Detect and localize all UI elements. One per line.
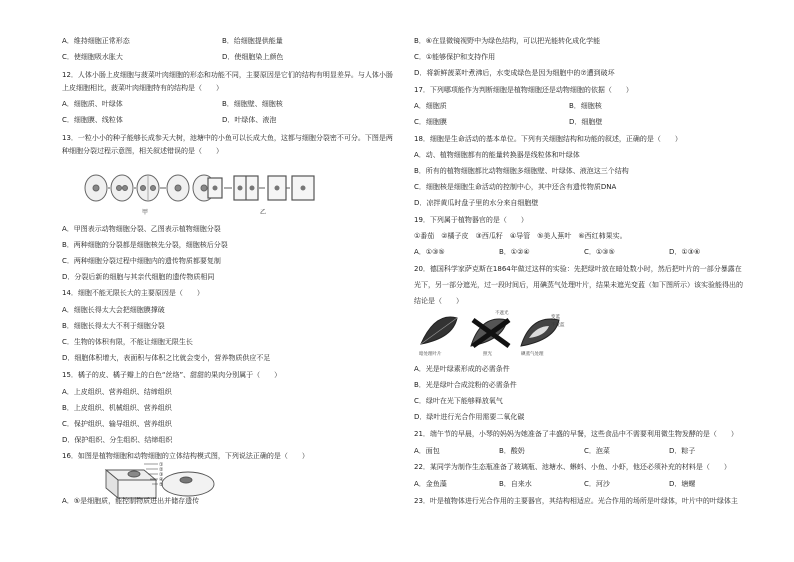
q20-text-line-3: 结论是（ ） bbox=[414, 297, 463, 305]
q15-option-b: B．上皮组织、机械组织、营养组织 bbox=[62, 404, 172, 412]
q15-option-c: C．保护组织、输导组织、营养组织 bbox=[62, 420, 172, 428]
q15-text: 15．橘子的皮、橘子瓣上的白色“丝络”、甜甜的果肉分别属于（ ） bbox=[62, 371, 282, 379]
q17-option-a: A．细胞质 bbox=[414, 102, 447, 110]
q20-option-c: C．绿叶在光下能够释放氧气 bbox=[414, 397, 503, 405]
q22-option-d: D．塘螺 bbox=[669, 480, 696, 488]
q19-option-a: A．①③⑤ bbox=[414, 248, 445, 256]
fig-label-unshaded: 不遮光 bbox=[495, 311, 509, 316]
q14-option-c: C．生物的体积有限，不能让细胞无限生长 bbox=[62, 338, 193, 346]
q22-text: 22．某同学为制作生态瓶准备了玻璃瓶、池塘水、蝌蚪、小鱼、小虾，他还必须补充的材料是（ ） bbox=[414, 463, 731, 471]
q16-option-d: D．将新鲜菠菜叶煮沸后，水变成绿色是因为细胞中的⑦遭到破坏 bbox=[414, 69, 615, 77]
q20-option-d: D．绿叶进行光合作用需要二氧化碳 bbox=[414, 413, 525, 421]
q20-option-a: A．光是叶绿素形成的必需条件 bbox=[414, 365, 510, 373]
q19-option-d: D．①③⑥ bbox=[669, 248, 701, 256]
cell-structure-figure bbox=[100, 460, 220, 500]
fig-label-dark-leaf: 暗处理叶片 bbox=[419, 352, 442, 357]
q18-option-a: A．动、植物细胞都有的能量转换器是线粒体和叶绿体 bbox=[414, 151, 580, 159]
q11-option-c: C．使细胞吸水胀大 bbox=[62, 53, 123, 61]
q21-option-b: B．酸奶 bbox=[499, 447, 525, 455]
q17-option-b: B．细胞核 bbox=[569, 102, 602, 110]
q12-option-a: A．细胞质、叶绿体 bbox=[62, 100, 123, 108]
q12-option-d: D．叶绿体、液泡 bbox=[222, 116, 277, 124]
q13-option-d: D．分裂后新的细胞与其亲代细胞的遗传物质相同 bbox=[62, 273, 215, 281]
fig-label-not-blue: 不变蓝 bbox=[551, 323, 565, 328]
q11-option-a: A．维持细胞正常形态 bbox=[62, 37, 130, 45]
q12-text-line-2: 上皮细胞相比，菠菜叶肉细胞特有的结构是（ ） bbox=[62, 84, 223, 92]
fig-label-yi: 乙 bbox=[260, 209, 267, 216]
q13-option-c: C．两种细胞分裂过程中细胞内的遗传物质都要复制 bbox=[62, 257, 221, 265]
left-column bbox=[0, 0, 393, 562]
q23-text: 23．叶是植物体进行光合作用的主要器官，其结构相适应。光合作用的场所是叶绿体，叶片中的叶绿体主 bbox=[414, 497, 738, 505]
q19-items: ①番茄 ②橘子皮 ③西瓜籽 ④导管 ⑤美人蕉叶 ⑥西红柿果实。 bbox=[414, 232, 627, 240]
q16-option-a: A．⑤是细胞质，能控制物质进出并储存遗传 bbox=[62, 497, 200, 505]
fig-label-4: ④ bbox=[159, 477, 164, 483]
q18-option-d: D．凉拌黄瓜时盘子里的水分来自细胞壁 bbox=[414, 199, 539, 207]
q12-option-b: B．细胞壁、细胞核 bbox=[222, 100, 283, 108]
q21-text: 21．端午节的早晨，小琴的妈妈为她准备了丰盛的早餐，这些食品中不需要利用微生物发酵的是（ ） bbox=[414, 430, 738, 438]
q16-text: 16．如图是植物细胞和动物细胞的立体结构模式图，下列说法正确的是（ ） bbox=[62, 452, 309, 460]
q20-option-b: B．光是绿叶合成淀粉的必需条件 bbox=[414, 381, 517, 389]
q12-option-c: C．细胞膜、线粒体 bbox=[62, 116, 123, 124]
leaf-experiment-figure bbox=[417, 308, 567, 358]
q21-option-c: C．泡菜 bbox=[584, 447, 610, 455]
q20-text-line-2: 光下，另一部分遮光，过一段时间后，用碘蒸气处理叶片，结果未遮光变蓝（如下图所示）该实验能得出的 bbox=[414, 281, 743, 289]
q14-option-b: B．细胞长得太大不利于细胞分裂 bbox=[62, 322, 165, 330]
q19-option-b: B．①②④ bbox=[499, 248, 530, 256]
q14-text: 14．细胞不能无限长大的主要原因是（ ） bbox=[62, 289, 204, 297]
q11-option-b: B．给细胞提供能量 bbox=[222, 37, 283, 45]
fig-label-iodine: 碘蒸气处理 bbox=[521, 352, 544, 357]
q16-option-b: B．⑥在显微镜视野中为绿色结构，可以把光能转化成化学能 bbox=[414, 37, 601, 45]
fig-label-blue: 变蓝 bbox=[551, 315, 560, 320]
q13-text-line-1: 13．一粒小小的种子能够长成参天大树，池塘中的小鱼可以长成大鱼，这都与细胞分裂密不可分。下图是两 bbox=[62, 134, 393, 142]
q20-text-line-1: 20．德国科学家萨克斯在1864年做过这样的实验：先把绿叶放在暗处数小时，然后把叶片的一部分暴露在 bbox=[414, 265, 742, 273]
q21-option-d: D．粽子 bbox=[669, 447, 696, 455]
q13-option-b: B．两种细胞的分裂都是细胞核先分裂，细胞核后分裂 bbox=[62, 241, 228, 249]
fig-label-5: ⑤ bbox=[159, 482, 164, 488]
q13-text-line-2: 种细胞分裂过程示意图，相关叙述错误的是（ ） bbox=[62, 147, 223, 155]
q15-option-d: D．保护组织、分生组织、结缔组织 bbox=[62, 436, 173, 444]
right-column bbox=[397, 0, 777, 562]
q14-option-d: D．细胞体积增大，表面积与体积之比就会变小，营养物质供应不足 bbox=[62, 354, 271, 362]
q12-text-line-1: 12．人体小肠上皮细胞与菠菜叶肉细胞的形态和功能不同，主要原因是它们的结构有明显差异。与人体小肠 bbox=[62, 71, 393, 79]
cell-division-figure bbox=[84, 166, 316, 218]
q22-option-b: B．自来水 bbox=[499, 480, 532, 488]
fig-label-3: ③ bbox=[159, 472, 164, 478]
q18-option-b: B．所有的植物细胞都比动物细胞多细胞壁、叶绿体、液泡这三个结构 bbox=[414, 167, 629, 175]
q15-option-a: A．上皮组织、营养组织、结缔组织 bbox=[62, 388, 172, 396]
q13-option-a: A．甲图表示动物细胞分裂、乙图表示植物细胞分裂 bbox=[62, 225, 221, 233]
q22-option-a: A．金鱼藻 bbox=[414, 480, 447, 488]
fig-label-jia: 甲 bbox=[142, 209, 149, 216]
q17-option-d: D．细胞壁 bbox=[569, 118, 603, 126]
q21-option-a: A．面包 bbox=[414, 447, 440, 455]
q22-option-c: C．河沙 bbox=[584, 480, 610, 488]
q19-text: 19．下列属于植物器官的是（ ） bbox=[414, 216, 528, 224]
q11-option-d: D．使细胞染上颜色 bbox=[222, 53, 284, 61]
q19-option-c: C．①③⑤ bbox=[584, 248, 615, 256]
fig-label-2: ② bbox=[159, 467, 164, 473]
q17-option-c: C．细胞膜 bbox=[414, 118, 447, 126]
q18-option-c: C．细胞核是细胞生命活动的控制中心，其中还含有遗传物质DNA bbox=[414, 183, 617, 191]
q17-text: 17．下列哪项能作为判断细胞是植物细胞还是动物细胞的依据（ ） bbox=[414, 86, 633, 94]
q18-text: 18．细胞是生命活动的基本单位。下列有关细胞结构和功能的叙述，正确的是（ ） bbox=[414, 135, 682, 143]
q16-option-c: C．①能够保护和支持作用 bbox=[414, 53, 496, 61]
fig-label-1: ① bbox=[159, 462, 164, 468]
fig-label-light: 照光 bbox=[483, 352, 492, 357]
q14-option-a: A．细胞长得太大会把细胞膜撑破 bbox=[62, 306, 165, 314]
